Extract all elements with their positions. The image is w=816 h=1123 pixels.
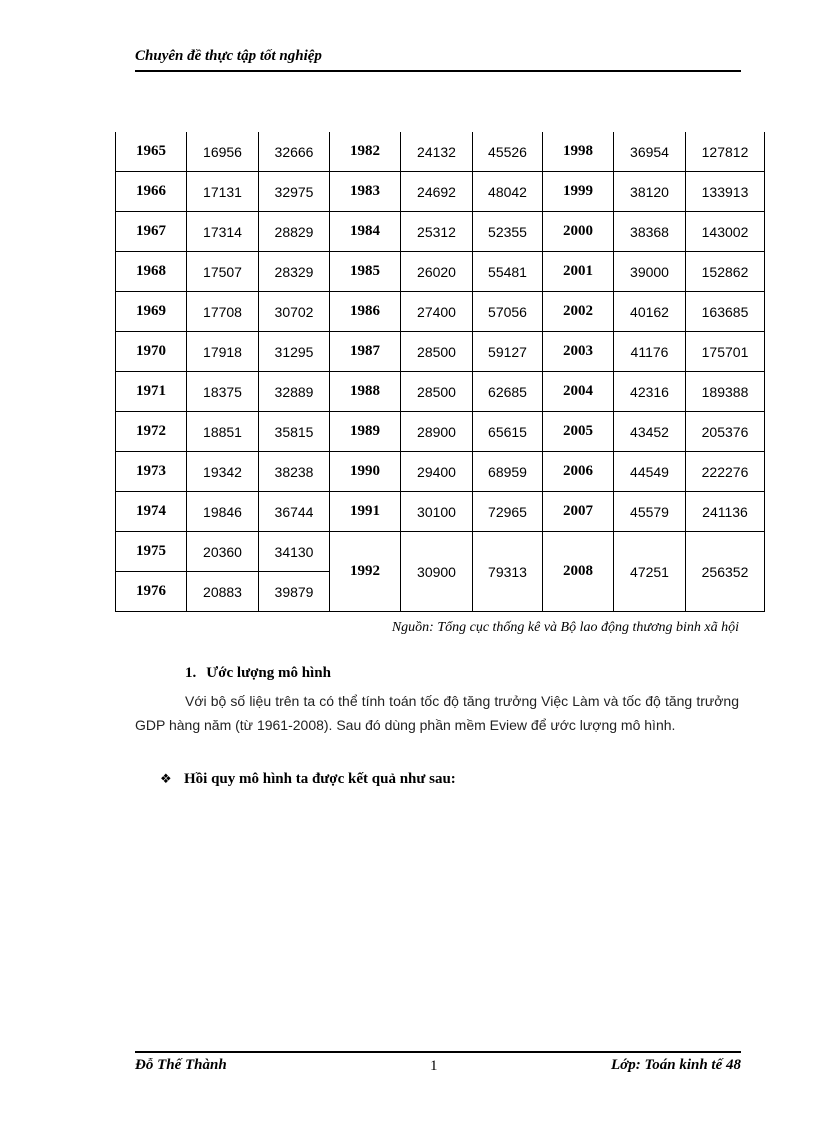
year-cell: 1985 (330, 252, 401, 292)
year-cell: 1972 (116, 412, 187, 452)
value-cell: 133913 (686, 172, 765, 212)
table-row (116, 492, 765, 532)
table-row (116, 332, 765, 372)
value-cell: 32889 (259, 372, 330, 412)
value-cell: 52355 (473, 212, 543, 252)
year-cell: 1969 (116, 292, 187, 332)
value-cell: 39000 (614, 252, 686, 292)
value-cell: 205376 (686, 412, 765, 452)
value-cell: 28500 (401, 372, 473, 412)
year-cell: 1989 (330, 412, 401, 452)
table-row (116, 412, 765, 452)
year-cell: 2005 (543, 412, 614, 452)
value-cell: 19342 (187, 452, 259, 492)
year-cell: 1998 (543, 132, 614, 172)
value-cell: 65615 (473, 412, 543, 452)
value-cell: 38368 (614, 212, 686, 252)
footer-author: Đỗ Thế Thành (135, 1057, 227, 1073)
value-cell: 42316 (614, 372, 686, 412)
value-cell: 143002 (686, 212, 765, 252)
value-cell: 25312 (401, 212, 473, 252)
year-cell: 2006 (543, 452, 614, 492)
value-cell: 30702 (259, 292, 330, 332)
value-cell: 163685 (686, 292, 765, 332)
table-row (116, 452, 765, 492)
year-cell: 1966 (116, 172, 187, 212)
year-cell: 1968 (116, 252, 187, 292)
year-cell: 2003 (543, 332, 614, 372)
value-cell: 127812 (686, 132, 765, 172)
value-cell: 20360 (187, 532, 259, 572)
value-cell: 17314 (187, 212, 259, 252)
value-cell: 16956 (187, 132, 259, 172)
table-row (116, 532, 765, 572)
value-cell: 36954 (614, 132, 686, 172)
table-row (116, 372, 765, 412)
diamond-bullet-icon: ❖ (160, 772, 172, 787)
bullet-item (160, 771, 456, 788)
value-cell: 39879 (259, 572, 330, 612)
year-cell: 1965 (116, 132, 187, 172)
section-title-text: Ước lượng mô hình (206, 665, 331, 681)
value-cell: 17708 (187, 292, 259, 332)
value-cell: 59127 (473, 332, 543, 372)
value-cell: 20883 (187, 572, 259, 612)
value-cell: 31295 (259, 332, 330, 372)
value-cell: 38238 (259, 452, 330, 492)
value-cell: 24132 (401, 132, 473, 172)
value-cell: 72965 (473, 492, 543, 532)
table-row (116, 132, 765, 172)
value-cell: 18851 (187, 412, 259, 452)
value-cell: 79313 (473, 532, 543, 612)
year-cell: 1999 (543, 172, 614, 212)
value-cell: 30900 (401, 532, 473, 612)
source-note: Nguồn: Tổng cục thống kê và Bộ lao động thương binh xã hội (391, 620, 739, 635)
employment-gdp-table (115, 132, 765, 612)
year-cell: 1982 (330, 132, 401, 172)
value-cell: 19846 (187, 492, 259, 532)
year-cell: 2002 (543, 292, 614, 332)
header-title: Chuyên đề thực tập tốt nghiệp (135, 48, 322, 64)
value-cell: 28829 (259, 212, 330, 252)
value-cell: 32975 (259, 172, 330, 212)
value-cell: 18375 (187, 372, 259, 412)
value-cell: 175701 (686, 332, 765, 372)
year-cell: 2004 (543, 372, 614, 412)
value-cell: 45579 (614, 492, 686, 532)
value-cell: 47251 (614, 532, 686, 612)
year-cell: 1991 (330, 492, 401, 532)
value-cell: 241136 (686, 492, 765, 532)
value-cell: 29400 (401, 452, 473, 492)
value-cell: 256352 (686, 532, 765, 612)
body-paragraph: Với bộ số liệu trên ta có thể tính toán tốc độ tăng trưởng Việc Làm và tốc độ tăng trưởng GDP hàng năm (từ 1961-2008). Sau đó dùng phần mềm Eview để ước lượng mô hình. (135, 693, 739, 733)
year-cell: 1983 (330, 172, 401, 212)
header-divider (135, 70, 741, 72)
section-heading (185, 665, 331, 682)
value-cell: 55481 (473, 252, 543, 292)
year-cell: 1973 (116, 452, 187, 492)
value-cell: 57056 (473, 292, 543, 332)
value-cell: 38120 (614, 172, 686, 212)
value-cell: 30100 (401, 492, 473, 532)
value-cell: 28329 (259, 252, 330, 292)
year-cell: 1990 (330, 452, 401, 492)
footer-divider (135, 1051, 741, 1053)
value-cell: 44549 (614, 452, 686, 492)
year-cell: 2007 (543, 492, 614, 532)
value-cell: 24692 (401, 172, 473, 212)
year-cell: 1970 (116, 332, 187, 372)
year-cell: 2008 (543, 532, 614, 612)
value-cell: 26020 (401, 252, 473, 292)
year-cell: 1988 (330, 372, 401, 412)
year-cell: 2000 (543, 212, 614, 252)
value-cell: 45526 (473, 132, 543, 172)
value-cell: 43452 (614, 412, 686, 452)
value-cell: 34130 (259, 532, 330, 572)
value-cell: 152862 (686, 252, 765, 292)
value-cell: 28900 (401, 412, 473, 452)
year-cell: 2001 (543, 252, 614, 292)
bullet-text: Hồi quy mô hình ta được kết quả như sau: (184, 771, 456, 787)
year-cell: 1971 (116, 372, 187, 412)
table-row (116, 172, 765, 212)
value-cell: 68959 (473, 452, 543, 492)
value-cell: 17131 (187, 172, 259, 212)
table-row (116, 212, 765, 252)
year-cell: 1976 (116, 572, 187, 612)
year-cell: 1987 (330, 332, 401, 372)
value-cell: 189388 (686, 372, 765, 412)
year-cell: 1967 (116, 212, 187, 252)
value-cell: 222276 (686, 452, 765, 492)
value-cell: 48042 (473, 172, 543, 212)
table-row (116, 252, 765, 292)
value-cell: 27400 (401, 292, 473, 332)
value-cell: 40162 (614, 292, 686, 332)
value-cell: 32666 (259, 132, 330, 172)
value-cell: 35815 (259, 412, 330, 452)
year-cell: 1986 (330, 292, 401, 332)
value-cell: 28500 (401, 332, 473, 372)
table-row (116, 292, 765, 332)
value-cell: 41176 (614, 332, 686, 372)
year-cell: 1975 (116, 532, 187, 572)
value-cell: 62685 (473, 372, 543, 412)
value-cell: 17918 (187, 332, 259, 372)
page-number: 1 (430, 1058, 438, 1074)
value-cell: 17507 (187, 252, 259, 292)
year-cell: 1992 (330, 532, 401, 612)
value-cell: 36744 (259, 492, 330, 532)
year-cell: 1974 (116, 492, 187, 532)
section-number: 1. (185, 665, 197, 681)
footer-class: Lớp: Toán kinh tế 48 (610, 1057, 741, 1073)
year-cell: 1984 (330, 212, 401, 252)
